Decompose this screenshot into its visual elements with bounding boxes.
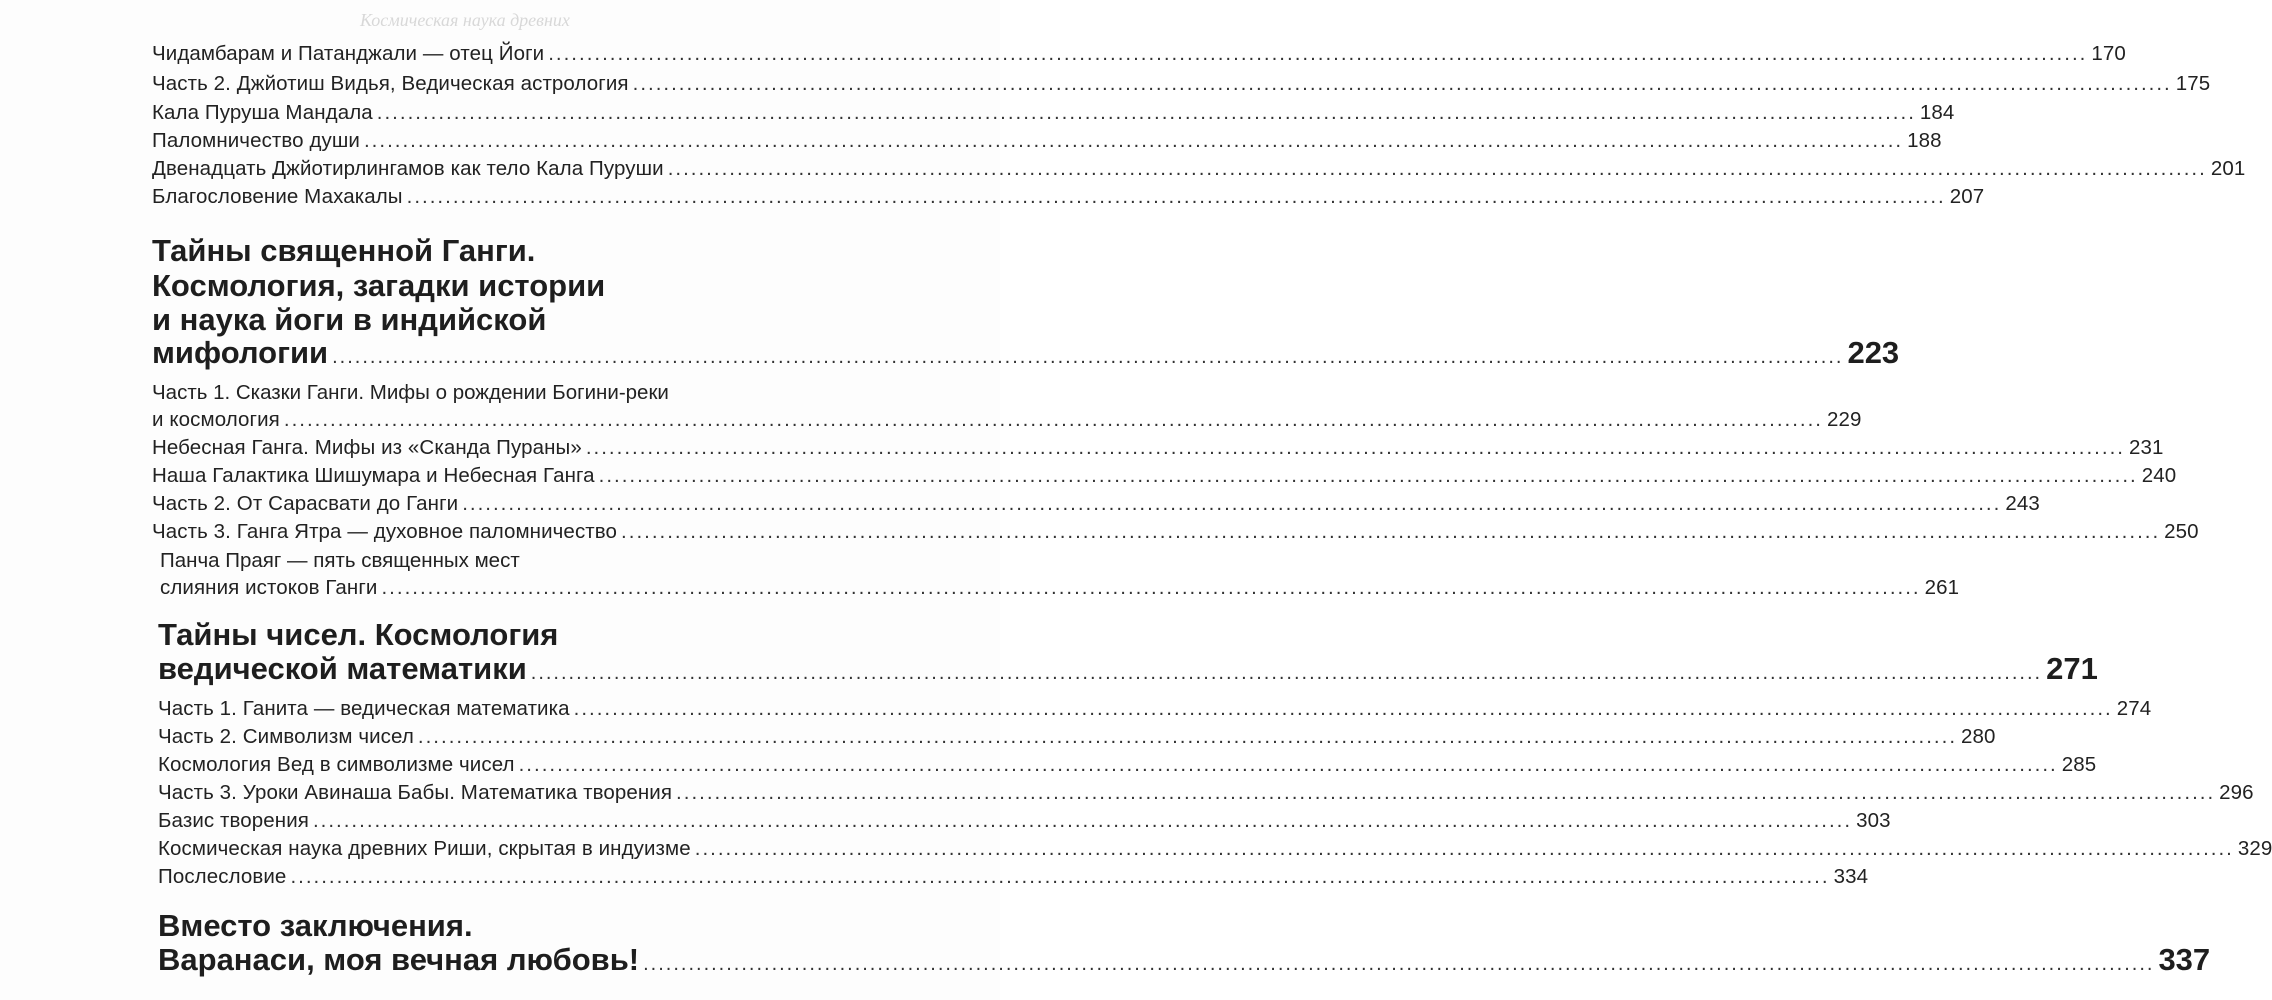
section-heading-line: Вместо заключения.	[158, 908, 473, 943]
leader-dots	[519, 753, 2058, 777]
leader-dots	[586, 436, 2125, 460]
toc-entry-page: 285	[2061, 753, 2097, 776]
toc-entry-title: Часть 1. Ганита — ведическая математика	[158, 697, 570, 720]
toc-entry[interactable]	[152, 408, 1862, 432]
toc-entry[interactable]	[152, 42, 2126, 66]
leader-dots	[633, 72, 2172, 96]
section-heading[interactable]	[158, 942, 2211, 978]
section-heading-line: и наука йоги в индийской	[152, 302, 547, 337]
section-page: 337	[2158, 942, 2211, 977]
section-heading-line: Космология, загадки истории	[152, 268, 606, 303]
toc-entry-page: 207	[1949, 185, 1985, 208]
toc-entry-page: 250	[2164, 520, 2199, 543]
toc-entry-title: Двенадцать Джйотирлингамов как тело Кала Пуруши	[152, 157, 664, 180]
toc-entry-page: 175	[2175, 72, 2211, 95]
leader-dots	[574, 697, 2113, 721]
toc-entry-title: Космическая наука древних Риши, скрытая в индуизме	[158, 837, 691, 860]
toc-entry[interactable]	[152, 157, 2246, 181]
leader-dots	[676, 781, 2215, 805]
toc-entry[interactable]	[158, 753, 2097, 777]
toc-entry-title: Наша Галактика Шишумара и Небесная Ганга	[152, 464, 595, 487]
toc-entry-page: 329	[2237, 837, 2272, 860]
toc-entry-page: 334	[1833, 865, 1869, 888]
toc-entry-page: 188	[1907, 129, 1942, 152]
toc-entry-page: 240	[2141, 464, 2177, 487]
leader-dots	[364, 129, 1903, 153]
toc-entry[interactable]	[152, 72, 2211, 96]
section-heading-line: Тайны чисел. Космология	[158, 617, 559, 652]
section-heading[interactable]	[152, 335, 1900, 371]
toc-entry-title: слияния истоков Ганги	[160, 576, 378, 599]
leader-dots	[313, 809, 1852, 833]
toc-entry-title: Часть 2. Джйотиш Видья, Ведическая астрология	[152, 72, 629, 95]
toc-entry-page: 231	[2128, 436, 2164, 459]
leader-dots	[668, 157, 2207, 181]
toc-entry-page: 201	[2210, 157, 2246, 180]
toc-entry-page: 184	[1919, 101, 1955, 124]
toc-entry-title: Благословение Махакалы	[152, 185, 403, 208]
toc-entry-title: и космология	[152, 408, 280, 431]
leader-dots	[643, 953, 2154, 976]
leader-dots	[377, 101, 1916, 125]
toc-entry[interactable]	[158, 725, 1996, 749]
toc-entry-title: Часть 3. Уроки Авинаша Бабы. Математика творения	[158, 781, 673, 804]
toc-entry-title: Космология Вед в символизме чисел	[158, 753, 515, 776]
toc-entry-title: Чидамбарам и Патанджали — отец Йоги	[152, 42, 545, 65]
toc-entry-title: Часть 2. От Сарасвати до Ганги	[152, 492, 459, 515]
toc-entry-title: Небесная Ганга. Мифы из «Сканда Пураны»	[152, 436, 582, 459]
section-heading-title: ведической математики	[158, 651, 527, 686]
leader-dots	[407, 185, 1946, 209]
toc-entry-title[interactable]: Панча Праяг — пять священных мест	[160, 549, 520, 572]
toc-entry[interactable]	[152, 185, 1985, 209]
toc-entry[interactable]	[152, 129, 1942, 153]
toc-entry[interactable]	[160, 576, 1960, 600]
toc-entry-page: 243	[2005, 492, 2040, 515]
toc-entry-page: 303	[1856, 809, 1891, 832]
toc-entry[interactable]	[158, 697, 2152, 721]
toc-entry[interactable]	[158, 781, 2254, 805]
leader-dots	[599, 464, 2138, 488]
toc-entry-title[interactable]: Часть 1. Сказки Ганги. Мифы о рождении Богини-реки	[152, 381, 669, 404]
toc-entry-page: 280	[1961, 725, 1996, 748]
leader-dots	[284, 408, 1823, 432]
section-page: 271	[2046, 651, 2098, 686]
section-heading-title: мифологии	[152, 335, 329, 370]
toc-entry-title: Часть 2. Символизм чисел	[158, 725, 414, 748]
toc-entry-page: 261	[1924, 576, 1960, 599]
toc-entry[interactable]	[152, 520, 2199, 544]
leader-dots	[621, 520, 2160, 544]
toc-entry-page: 274	[2116, 697, 2152, 720]
toc-entry-title: Базис творения	[158, 809, 309, 832]
section-heading-title: Варанаси, моя вечная любовь!	[158, 942, 640, 977]
toc-entry[interactable]	[152, 101, 1955, 125]
leader-dots	[381, 576, 1920, 600]
toc-entry[interactable]	[158, 865, 1869, 889]
leader-dots	[290, 865, 1829, 889]
section-heading-line: Тайны священной Ганги.	[152, 233, 536, 268]
leader-dots	[418, 725, 1957, 749]
leader-dots	[531, 662, 2042, 685]
toc-entry[interactable]	[152, 464, 2177, 488]
toc-entry[interactable]	[158, 837, 2272, 861]
toc-entry-page: 229	[1827, 408, 1862, 431]
toc-entry-page: 170	[2091, 42, 2126, 65]
running-header: Космическая наука древних	[360, 10, 570, 30]
leader-dots	[548, 42, 2087, 66]
toc-entry[interactable]	[158, 809, 1891, 833]
toc-entry-title: Часть 3. Ганга Ятра — духовное паломничество	[152, 520, 618, 543]
toc-entry-title: Послесловие	[158, 865, 287, 888]
toc-entry-page: 296	[2219, 781, 2254, 804]
section-heading[interactable]	[158, 651, 2098, 687]
toc-entry[interactable]	[152, 492, 2040, 516]
toc-entry-title: Паломничество души	[152, 129, 360, 152]
toc-entry-title: Кала Пуруша Мандала	[152, 101, 373, 124]
leader-dots	[695, 837, 2234, 861]
section-page: 223	[1847, 335, 1900, 370]
toc-entry[interactable]	[152, 436, 2164, 460]
leader-dots	[332, 346, 1843, 369]
leader-dots	[462, 492, 2001, 516]
